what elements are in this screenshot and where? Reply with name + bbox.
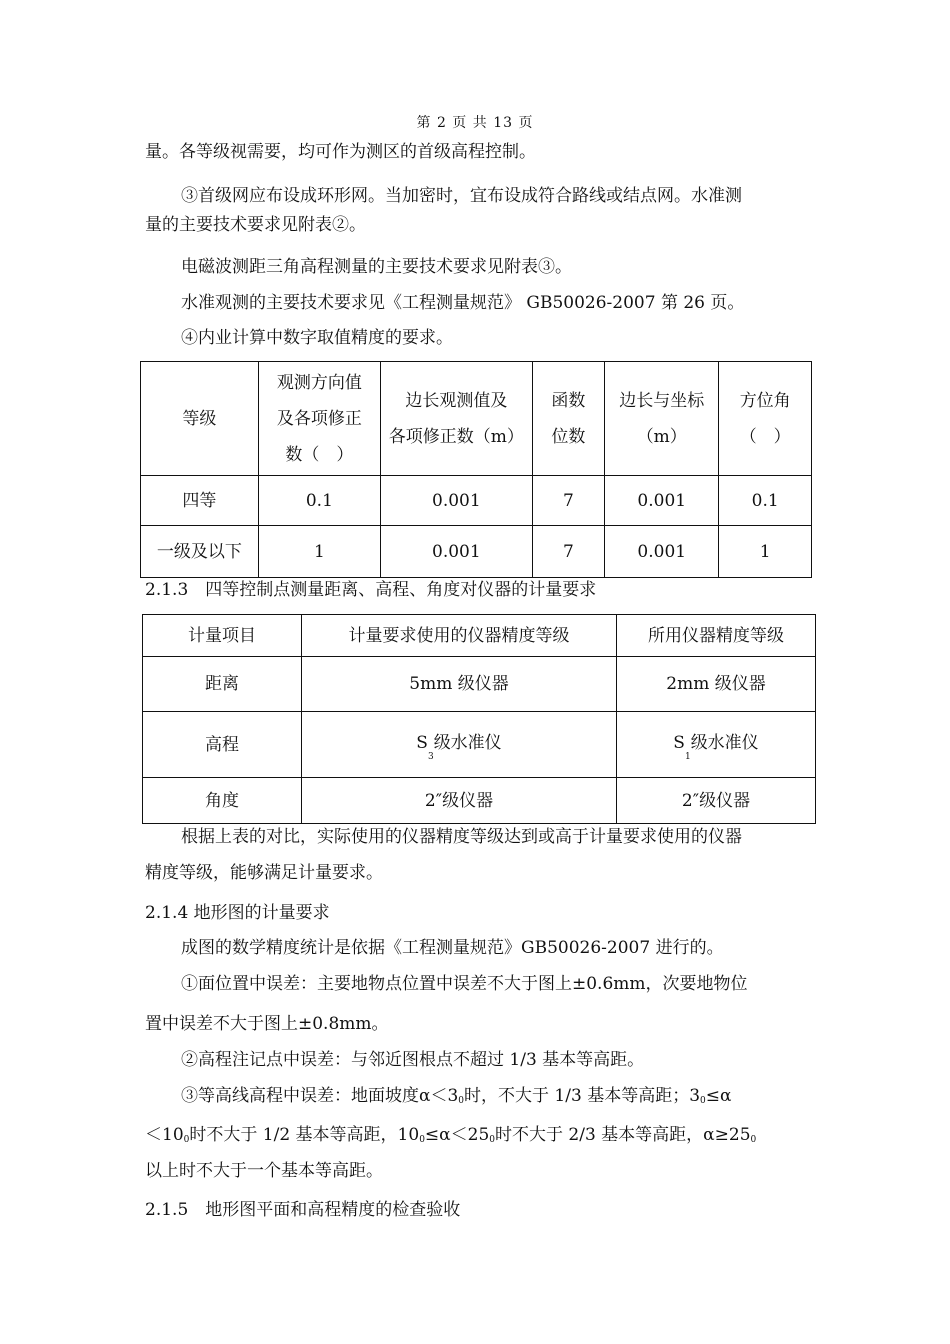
precision-table <box>140 361 812 578</box>
table-cell: 1 <box>719 526 812 578</box>
paragraph: ②高程注记点中误差：与邻近图根点不超过 1/3 基本等高距。 <box>181 1050 645 1070</box>
header-cell: 边长观测值及 各项修正数（m） <box>380 362 532 476</box>
table-cell: 0.1 <box>258 476 380 526</box>
paragraph: 电磁波测距三角高程测量的主要技术要求见附表③。 <box>181 257 572 277</box>
table-cell: 角度 <box>143 778 302 824</box>
table-cell: 5mm 级仪器 <box>302 657 617 712</box>
table-cell: 高程 <box>143 712 302 778</box>
table-cell: 一级及以下 <box>141 526 259 578</box>
header-cell: 观测方向值 及各项修正 数（ ） <box>258 362 380 476</box>
table-cell: 0.1 <box>719 476 812 526</box>
paragraph: 置中误差不大于图上±0.8mm。 <box>145 1014 389 1034</box>
table-cell: $S_3$级水准仪 <box>302 712 617 778</box>
header-cell: 计量项目 <box>143 615 302 657</box>
table-cell: 1 <box>258 526 380 578</box>
table-cell: 0.001 <box>380 476 532 526</box>
table-cell: 0.001 <box>380 526 532 578</box>
table-cell: 四等 <box>141 476 259 526</box>
table-cell: 2″级仪器 <box>302 778 617 824</box>
table-row <box>143 778 816 824</box>
table-cell: $S_1$级水准仪 <box>617 712 816 778</box>
paragraph: 以上时不大于一个基本等高距。 <box>145 1161 383 1181</box>
paragraph: 精度等级，能够满足计量要求。 <box>145 863 383 883</box>
paragraph: ③首级网应布设成环形网。当加密时，宜布设成符合路线或结点网。水准测 <box>181 186 742 206</box>
header-cell: 计量要求使用的仪器精度等级 <box>302 615 617 657</box>
table-cell: 7 <box>532 526 604 578</box>
instrument-table <box>142 614 816 824</box>
header-cell: 所用仪器精度等级 <box>617 615 816 657</box>
header-cell: 边长与坐标 （m） <box>605 362 719 476</box>
table-cell: 距离 <box>143 657 302 712</box>
paragraph: ③等高线高程中误差：地面坡度α＜30时，不大于 1/3 基本等高距；30≤α <box>181 1086 732 1106</box>
paragraph: ④内业计算中数字取值精度的要求。 <box>181 328 453 348</box>
header-cell: 函数 位数 <box>532 362 604 476</box>
page-header: 第 2 页 共 13 页 <box>416 115 534 131</box>
paragraph: 根据上表的对比，实际使用的仪器精度等级达到或高于计量要求使用的仪器 <box>181 827 742 847</box>
section-heading: 2.1.5 地形图平面和高程精度的检查验收 <box>145 1200 461 1220</box>
paragraph: ①面位置中误差：主要地物点位置中误差不大于图上±0.6mm，次要地物位 <box>181 974 748 994</box>
paragraph: ＜100时不大于 1/2 基本等高距，100≤α＜250时不大于 2/3 基本等高距，α≥250 <box>145 1125 757 1145</box>
section-heading: 2.1.3 四等控制点测量距离、高程、角度对仪器的计量要求 <box>145 580 597 600</box>
section-heading: 2.1.4 地形图的计量要求 <box>145 903 330 923</box>
table-row <box>141 526 812 578</box>
table-cell: 0.001 <box>605 476 719 526</box>
table-row <box>141 476 812 526</box>
header-cell: 方位角 （ ） <box>719 362 812 476</box>
table-row <box>143 657 816 712</box>
header-cell: 等级 <box>141 362 259 476</box>
paragraph: 水准观测的主要技术要求见《工程测量规范》 GB50026-2007 第 26 页。 <box>181 293 745 313</box>
table-cell: 7 <box>532 476 604 526</box>
paragraph: 量的主要技术要求见附表②。 <box>145 215 366 235</box>
paragraph: 成图的数学精度统计是依据《工程测量规范》GB50026-2007 进行的。 <box>181 938 724 958</box>
table-row <box>143 712 816 778</box>
paragraph: 量。各等级视需要，均可作为测区的首级高程控制。 <box>145 142 536 162</box>
table-cell: 2″级仪器 <box>617 778 816 824</box>
table-cell: 0.001 <box>605 526 719 578</box>
table-cell: 2mm 级仪器 <box>617 657 816 712</box>
